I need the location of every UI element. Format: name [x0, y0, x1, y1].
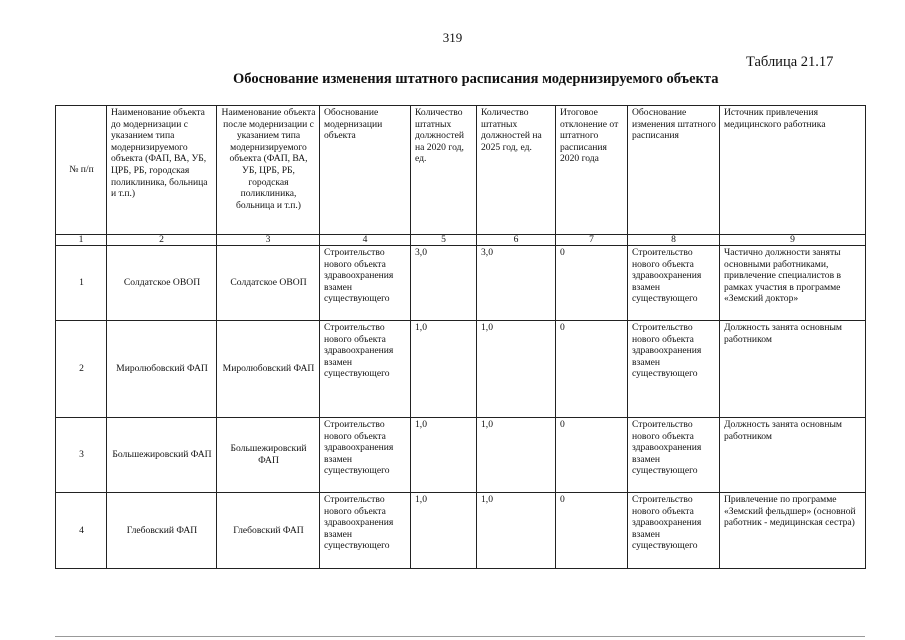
table-row [56, 493, 866, 569]
page-number: 319 [442, 30, 463, 45]
column-number: 3 [217, 235, 320, 246]
staffing-table [55, 105, 866, 569]
page-bottom-divider [55, 636, 865, 637]
worker-source: Должность занята основным работником [720, 418, 866, 493]
modernization-reason: Строительство нового объекта здравоохранения взамен существующего [320, 321, 411, 418]
row-number: 2 [56, 321, 107, 418]
row-number: 1 [56, 246, 107, 321]
row-number: 3 [56, 418, 107, 493]
header-cell: № п/п [56, 106, 107, 235]
staff-2025: 3,0 [477, 246, 556, 321]
modernization-reason: Строительство нового объекта здравоохранения взамен существующего [320, 493, 411, 569]
column-number: 2 [107, 235, 217, 246]
deviation: 0 [556, 321, 628, 418]
deviation: 0 [556, 493, 628, 569]
table-row [56, 418, 866, 493]
staff-2025: 1,0 [477, 321, 556, 418]
column-number: 5 [411, 235, 477, 246]
row-number: 4 [56, 493, 107, 569]
header-cell: Количество штатных должностей на 2020 год, ед. [411, 106, 477, 235]
header-cell: Источник привлечения медицинского работника [720, 106, 866, 235]
column-number-row [56, 235, 866, 246]
staff-2020: 1,0 [411, 493, 477, 569]
staff-2025: 1,0 [477, 418, 556, 493]
object-before: Миролюбовский ФАП [107, 321, 217, 418]
header-cell: Наименование объекта после модернизации с указанием типа модернизируемого объекта (ФАП, ВА, УБ, ЦРБ, РБ, городская поликлиника, больница и т.п.) [217, 106, 320, 235]
object-before: Большежировский ФАП [107, 418, 217, 493]
document-title: Обоснование изменения штатного расписания модернизируемого объекта [233, 71, 719, 87]
worker-source: Привлечение по программе «Земский фельдшер» (основной работник - медицинская сестра) [720, 493, 866, 569]
column-number: 4 [320, 235, 411, 246]
object-before: Солдатское ОВОП [107, 246, 217, 321]
staff-2025: 1,0 [477, 493, 556, 569]
staff-2020: 1,0 [411, 418, 477, 493]
deviation: 0 [556, 418, 628, 493]
deviation: 0 [556, 246, 628, 321]
object-before: Глебовский ФАП [107, 493, 217, 569]
column-number: 8 [628, 235, 720, 246]
object-after: Большежировский ФАП [217, 418, 320, 493]
header-cell: Наименование объекта до модернизации с указанием типа модернизируемого объекта (ФАП, ВА, УБ, ЦРБ, РБ, городская поликлиника, больница и т.п.) [107, 106, 217, 235]
object-after: Глебовский ФАП [217, 493, 320, 569]
header-cell: Обоснование изменения штатного расписания [628, 106, 720, 235]
change-reason: Строительство нового объекта здравоохранения взамен существующего [628, 418, 720, 493]
worker-source: Должность занята основным работником [720, 321, 866, 418]
change-reason: Строительство нового объекта здравоохранения взамен существующего [628, 321, 720, 418]
header-cell: Количество штатных должностей на 2025 год, ед. [477, 106, 556, 235]
staff-2020: 3,0 [411, 246, 477, 321]
change-reason: Строительство нового объекта здравоохранения взамен существующего [628, 493, 720, 569]
modernization-reason: Строительство нового объекта здравоохранения взамен существующего [320, 246, 411, 321]
table-row [56, 246, 866, 321]
worker-source: Частично должности заняты основными работниками, привлечение специалистов в рамках участия в программе «Земский доктор» [720, 246, 866, 321]
column-number: 6 [477, 235, 556, 246]
object-after: Миролюбовский ФАП [217, 321, 320, 418]
column-number: 9 [720, 235, 866, 246]
table-row [56, 321, 866, 418]
modernization-reason: Строительство нового объекта здравоохранения взамен существующего [320, 418, 411, 493]
staff-2020: 1,0 [411, 321, 477, 418]
column-number: 1 [56, 235, 107, 246]
change-reason: Строительство нового объекта здравоохранения взамен существующего [628, 246, 720, 321]
table-label: Таблица 21.17 [746, 54, 834, 70]
object-after: Солдатское ОВОП [217, 246, 320, 321]
header-cell: Итоговое отклонение от штатного расписания 2020 года [556, 106, 628, 235]
header-cell: Обоснование модернизации объекта [320, 106, 411, 235]
header-row [56, 106, 866, 235]
column-number: 7 [556, 235, 628, 246]
